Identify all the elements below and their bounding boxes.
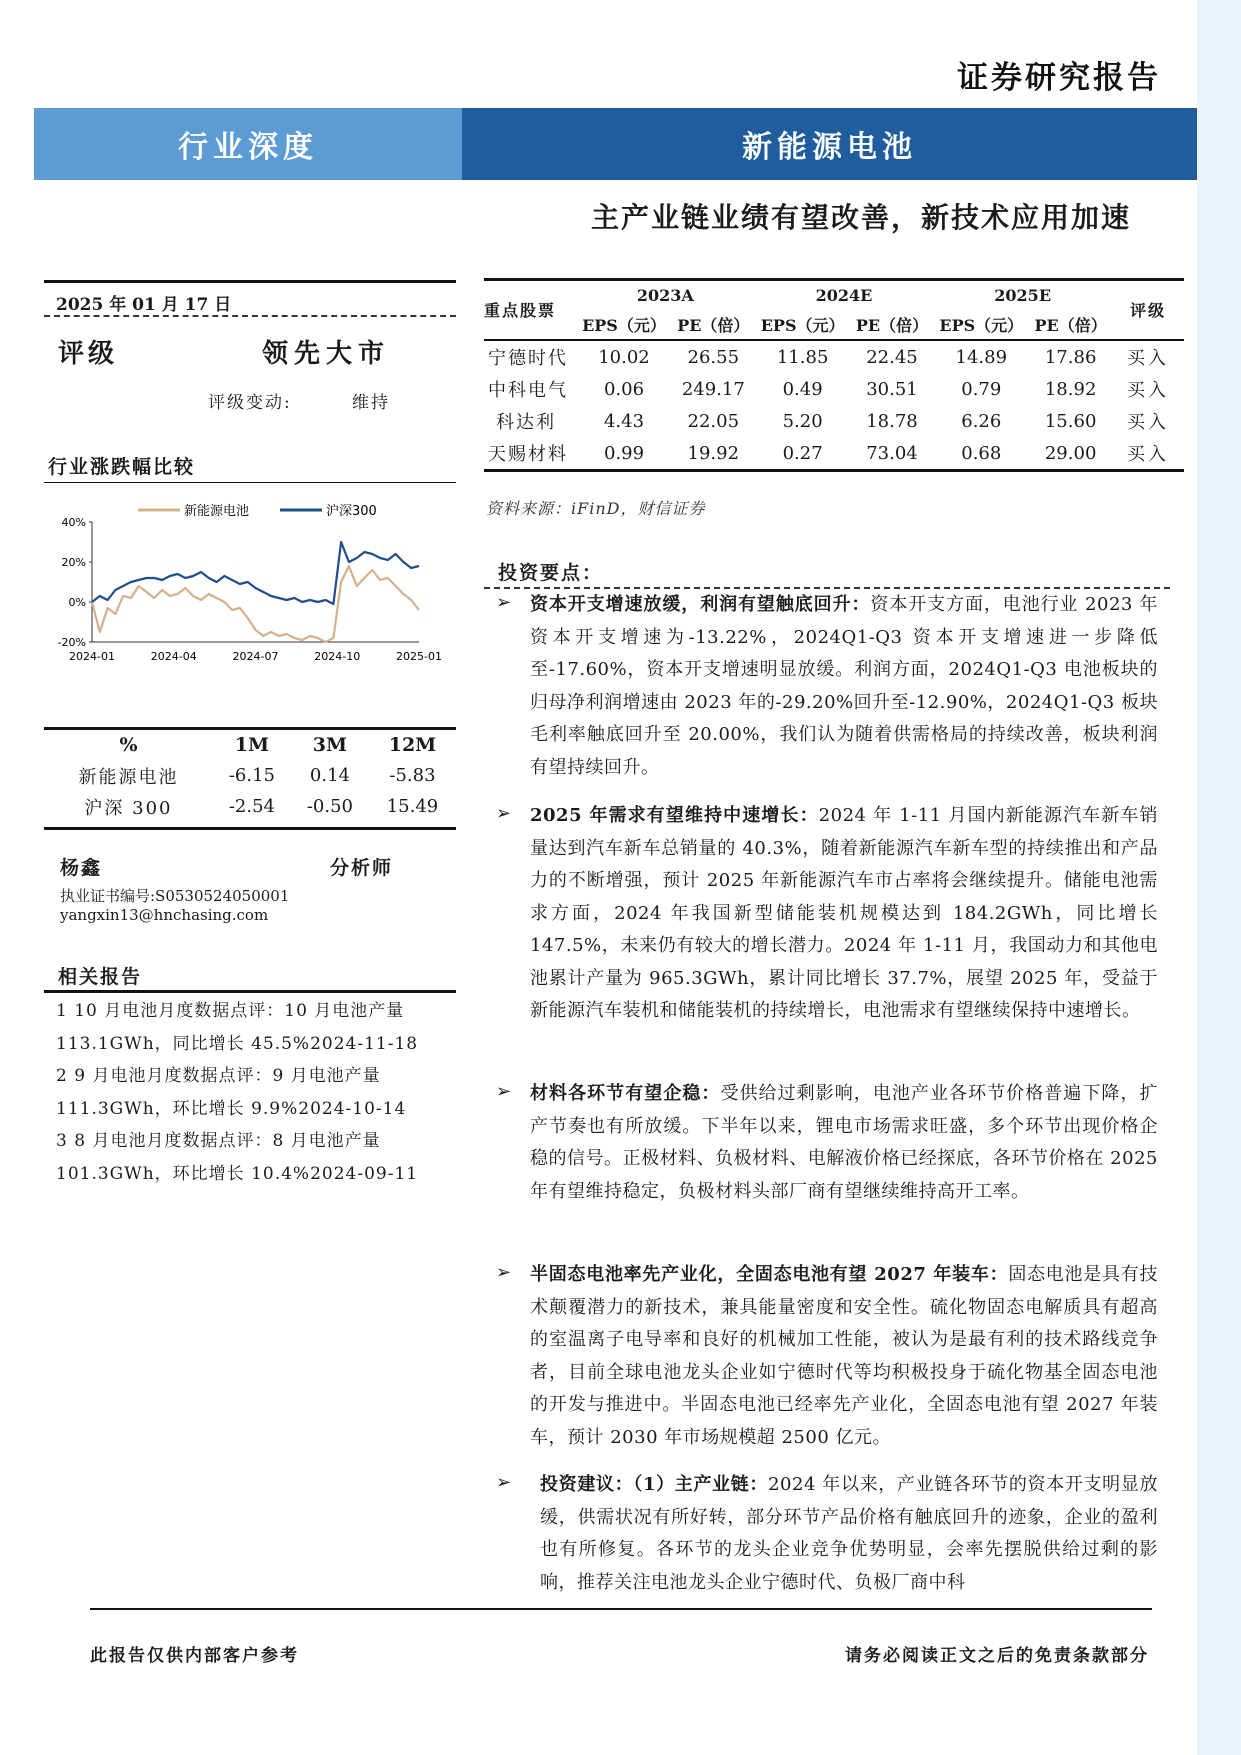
table-row: [44, 791, 456, 822]
table-header: 2023A: [636, 285, 694, 305]
report-date: 2025 年 01 月 17 日: [56, 295, 232, 315]
stock-name: 宁德时代: [488, 348, 568, 369]
chart-x-tick-label: 2024-10: [314, 650, 361, 663]
point-heading: 半固态电池率先产业化，全固态电池有望 2027 年装车：: [530, 1264, 1009, 1285]
table-cell: 14.89: [955, 346, 1008, 368]
table-cell: -2.54: [228, 796, 276, 817]
divider: [44, 315, 456, 317]
table-header: 2025E: [994, 285, 1052, 305]
table-header: 1M: [234, 733, 270, 756]
rating-change-value: 维持: [352, 393, 390, 413]
point-heading: 投资建议：（1）主产业链：: [540, 1474, 769, 1495]
table-cell: 4.43: [603, 410, 645, 432]
chart-x-tick-label: 2024-04: [150, 650, 197, 663]
table-cell: -5.83: [389, 765, 436, 786]
category-band: 行业深度: [34, 108, 462, 180]
table-cell: 17.86: [1044, 346, 1097, 368]
table-header: PE（倍）: [1034, 316, 1107, 335]
stock-name: 天赐材料: [488, 444, 568, 465]
table-header: PE（倍）: [677, 316, 750, 335]
stock-name: 科达利: [496, 412, 556, 433]
table-header-row: [44, 729, 456, 760]
chart-section-title: 行业涨跌幅比较: [48, 456, 196, 478]
point-body: 2024 年 1-11 月国内新能源汽车新车销量达到汽车新车总销量的 40.3%，随着新能源汽车新车型的持续推出和产品力的不断增强，预计 2025 年新能源汽车市占率将会继续提升。储能电池需求方面，2024 年我国新型储能装机规模达到 184.2GWh，同比增长 147.5%，未来仍有较大的增长潜力。2024 年 1-11 月，我国动力和其他电池累计产量为 965.3GWh，累计同比增长 37.7%，展望 2025 年，受益于新能源汽车装机和储能装机的持续增长，电池需求有望继续保持中速增长。: [530, 805, 1158, 1021]
investment-point: [530, 589, 1158, 784]
table-cell: -0.50: [306, 796, 354, 817]
point-body: 2024 年以来，产业链各环节的资本开支明显放缓，供需状况有所好转，部分环节产品价格有触底回升的迹象，企业的盈利也有所修复。各环节的龙头企业竞争优势明显，会率先摆脱供给过剩的影响，推荐关注电池龙头企业宁德时代、负极厂商中科: [540, 1474, 1158, 1593]
chart-x-tick-label: 2024-01: [69, 650, 115, 663]
table-header: EPS（元）: [939, 316, 1024, 335]
divider: [44, 827, 456, 830]
table-row: [44, 760, 456, 791]
table-header: PE（倍）: [855, 316, 929, 335]
table-cell: 18.92: [1044, 378, 1097, 400]
table-cell: 5.20: [782, 410, 823, 432]
table-cell: 26.55: [687, 346, 740, 368]
divider: [44, 280, 456, 283]
point-heading: 2025 年需求有望维持中速增长：: [530, 805, 819, 826]
table-source: 资料来源：iFinD，财信证券: [486, 499, 706, 518]
rating-change-label: 评级变动:: [208, 393, 292, 413]
table-header: 12M: [388, 733, 437, 756]
chart-y-tick-label: -20%: [57, 636, 86, 649]
investment-point: [540, 1469, 1158, 1599]
footer-divider: [90, 1608, 1152, 1610]
table-header: EPS（元）: [760, 316, 845, 335]
chart-svg: [44, 492, 462, 692]
analyst-email[interactable]: yangxin13@hnchasing.com: [60, 906, 269, 924]
table-cell: 22.05: [687, 410, 740, 432]
analyst-name: 杨鑫: [60, 857, 103, 879]
table-cell: 19.92: [687, 442, 740, 464]
investment-highlights-title: 投资要点：: [498, 562, 604, 584]
table-cell: 沪深 300: [84, 797, 173, 819]
related-report-item[interactable]: 1 10 月电池月度数据点评：10 月电池产量 113.1GWh，同比增长 45.5%2024-11-18: [56, 1001, 419, 1054]
table-cell: 18.78: [866, 410, 918, 432]
chart-y-tick-label: 20%: [61, 556, 86, 569]
table-cell: 0.79: [961, 378, 1002, 400]
table-cell: 0.14: [309, 765, 350, 786]
chart-series: [92, 542, 419, 642]
table-cell: 10.02: [598, 346, 650, 368]
chart-y-tick-label: 40%: [61, 516, 86, 529]
table-header: 评级: [1129, 301, 1166, 320]
related-report-item[interactable]: 2 9 月电池月度数据点评：9 月电池产量 111.3GWh，环比增长 9.9%2024-10-14: [56, 1066, 407, 1119]
performance-chart: [44, 492, 462, 692]
page-edge-strip: [1197, 0, 1241, 1755]
stock-name: 中科电气: [488, 380, 568, 401]
rating-label: 评级: [58, 339, 119, 369]
table-header: 2024E: [815, 285, 873, 305]
rating-value: 领先大市: [262, 339, 391, 369]
chart-x-tick-label: 2024-07: [232, 650, 279, 663]
chart-x-tick-label: 2025-01: [396, 650, 442, 663]
table-cell: 249.17: [681, 378, 745, 400]
divider: [44, 482, 456, 483]
performance-table: [44, 729, 456, 822]
table-cell: 0.68: [961, 442, 1002, 464]
investment-point: [530, 1078, 1158, 1208]
table-cell: 买入: [1127, 380, 1169, 401]
table-header-row: [484, 280, 1184, 310]
industry-band: 新能源电池: [462, 108, 1197, 180]
table-row: [484, 340, 1184, 373]
report-title: 主产业链业绩有望改善，新技术应用加速: [590, 201, 1131, 234]
table-cell: 买入: [1127, 348, 1169, 369]
bullet-arrow-icon: ➢: [496, 1081, 512, 1102]
analyst-cert: 执业证书编号:S0530524050001: [60, 887, 290, 905]
investment-point: [530, 1259, 1158, 1454]
bullet-arrow-icon: ➢: [496, 592, 512, 613]
table-cell: 22.45: [866, 346, 918, 368]
table-cell: -6.15: [228, 765, 276, 786]
table-cell: 30.51: [866, 378, 918, 400]
chart-y-tick-label: 0%: [68, 596, 86, 609]
table-cell: 29.00: [1044, 442, 1097, 464]
table-cell: 6.26: [961, 410, 1002, 432]
footer-disclaimer-note: 请务必阅读正文之后的免责条款部分: [845, 1646, 1149, 1666]
related-reports-title: 相关报告: [58, 966, 143, 988]
legend-label-hs300: 沪深300: [326, 504, 377, 519]
table-row: [484, 373, 1184, 405]
divider: [44, 990, 456, 993]
point-heading: 材料各环节有望企稳：: [530, 1083, 721, 1104]
table-cell: 0.27: [782, 442, 823, 464]
table-row: [484, 437, 1184, 471]
series-line-energy-battery: [92, 566, 419, 642]
table-cell: 0.49: [782, 378, 823, 400]
table-cell: 15.60: [1044, 410, 1097, 432]
table-cell: 15.49: [386, 796, 439, 817]
bullet-arrow-icon: ➢: [496, 1472, 512, 1493]
table-cell: 买入: [1127, 444, 1169, 465]
table-header: 重点股票: [484, 301, 557, 320]
analyst-title: 分析师: [330, 857, 394, 879]
table-cell: 73.04: [866, 442, 918, 464]
point-heading: 资本开支增速放缓，利润有望触底回升：: [530, 594, 871, 615]
table-header: EPS（元）: [582, 316, 666, 335]
table-header: 3M: [312, 733, 348, 756]
table-header-row: [484, 310, 1184, 340]
point-body: 固态电池是具有技术颠覆潜力的新技术，兼具能量密度和安全性。硫化物固态电解质具有超高的室温离子电导率和良好的机械加工性能，被认为是最有利的技术路线竞争者，目前全球电池龙头企业如宁德时代等均积极投身于硫化物基全固态电池的开发与推进中。半固态电池已经率先产业化，全固态电池有望 2027 年装车，预计 2030 年市场规模超 2500 亿元。: [530, 1264, 1158, 1448]
key-stocks-table: [484, 280, 1184, 472]
bullet-arrow-icon: ➢: [496, 803, 512, 824]
investment-point: [530, 800, 1158, 1028]
report-type: 证券研究报告: [957, 60, 1161, 96]
bullet-arrow-icon: ➢: [496, 1262, 512, 1283]
point-body: 受供给过剩影响，电池产业各环节价格普遍下降，扩产节奏也有所放缓。下半年以来，锂电市场需求旺盛，多个环节出现价格企稳的信号。正极材料、负极材料、电解液价格已经探底，各环节价格在 2025 年有望维持稳定，负极材料头部厂商有望继续维持高开工率。: [530, 1083, 1158, 1202]
table-cell: 0.06: [603, 378, 645, 400]
point-body: 资本开支方面，电池行业 2023 年资本开支增速为-13.22%，2024Q1-Q3 资本开支增速进一步降低至-17.60%，资本开支增速明显放缓。利润方面，2024Q1-Q3 电池板块的归母净利润增速由 2023 年的-29.20%回升至-12.90%，2024Q1-Q3 板块毛利率触底回升至 20.00%，我们认为随着供需格局的持续改善，板块利润有望持续回升。: [530, 594, 1158, 778]
table-cell: 新能源电池: [78, 766, 179, 788]
table-cell: 买入: [1127, 412, 1169, 433]
related-report-item[interactable]: 3 8 月电池月度数据点评：8 月电池产量 101.3GWh，环比增长 10.4%2024-09-11: [56, 1131, 419, 1184]
table-cell: 11.85: [776, 346, 829, 368]
chart-legend: [138, 503, 377, 519]
table-header: %: [119, 733, 138, 756]
table-row: [484, 405, 1184, 437]
table-cell: 0.99: [603, 442, 645, 464]
footer-left-note: 此报告仅供内部客户参考: [90, 1646, 299, 1666]
legend-label-energy: 新能源电池: [184, 504, 250, 519]
